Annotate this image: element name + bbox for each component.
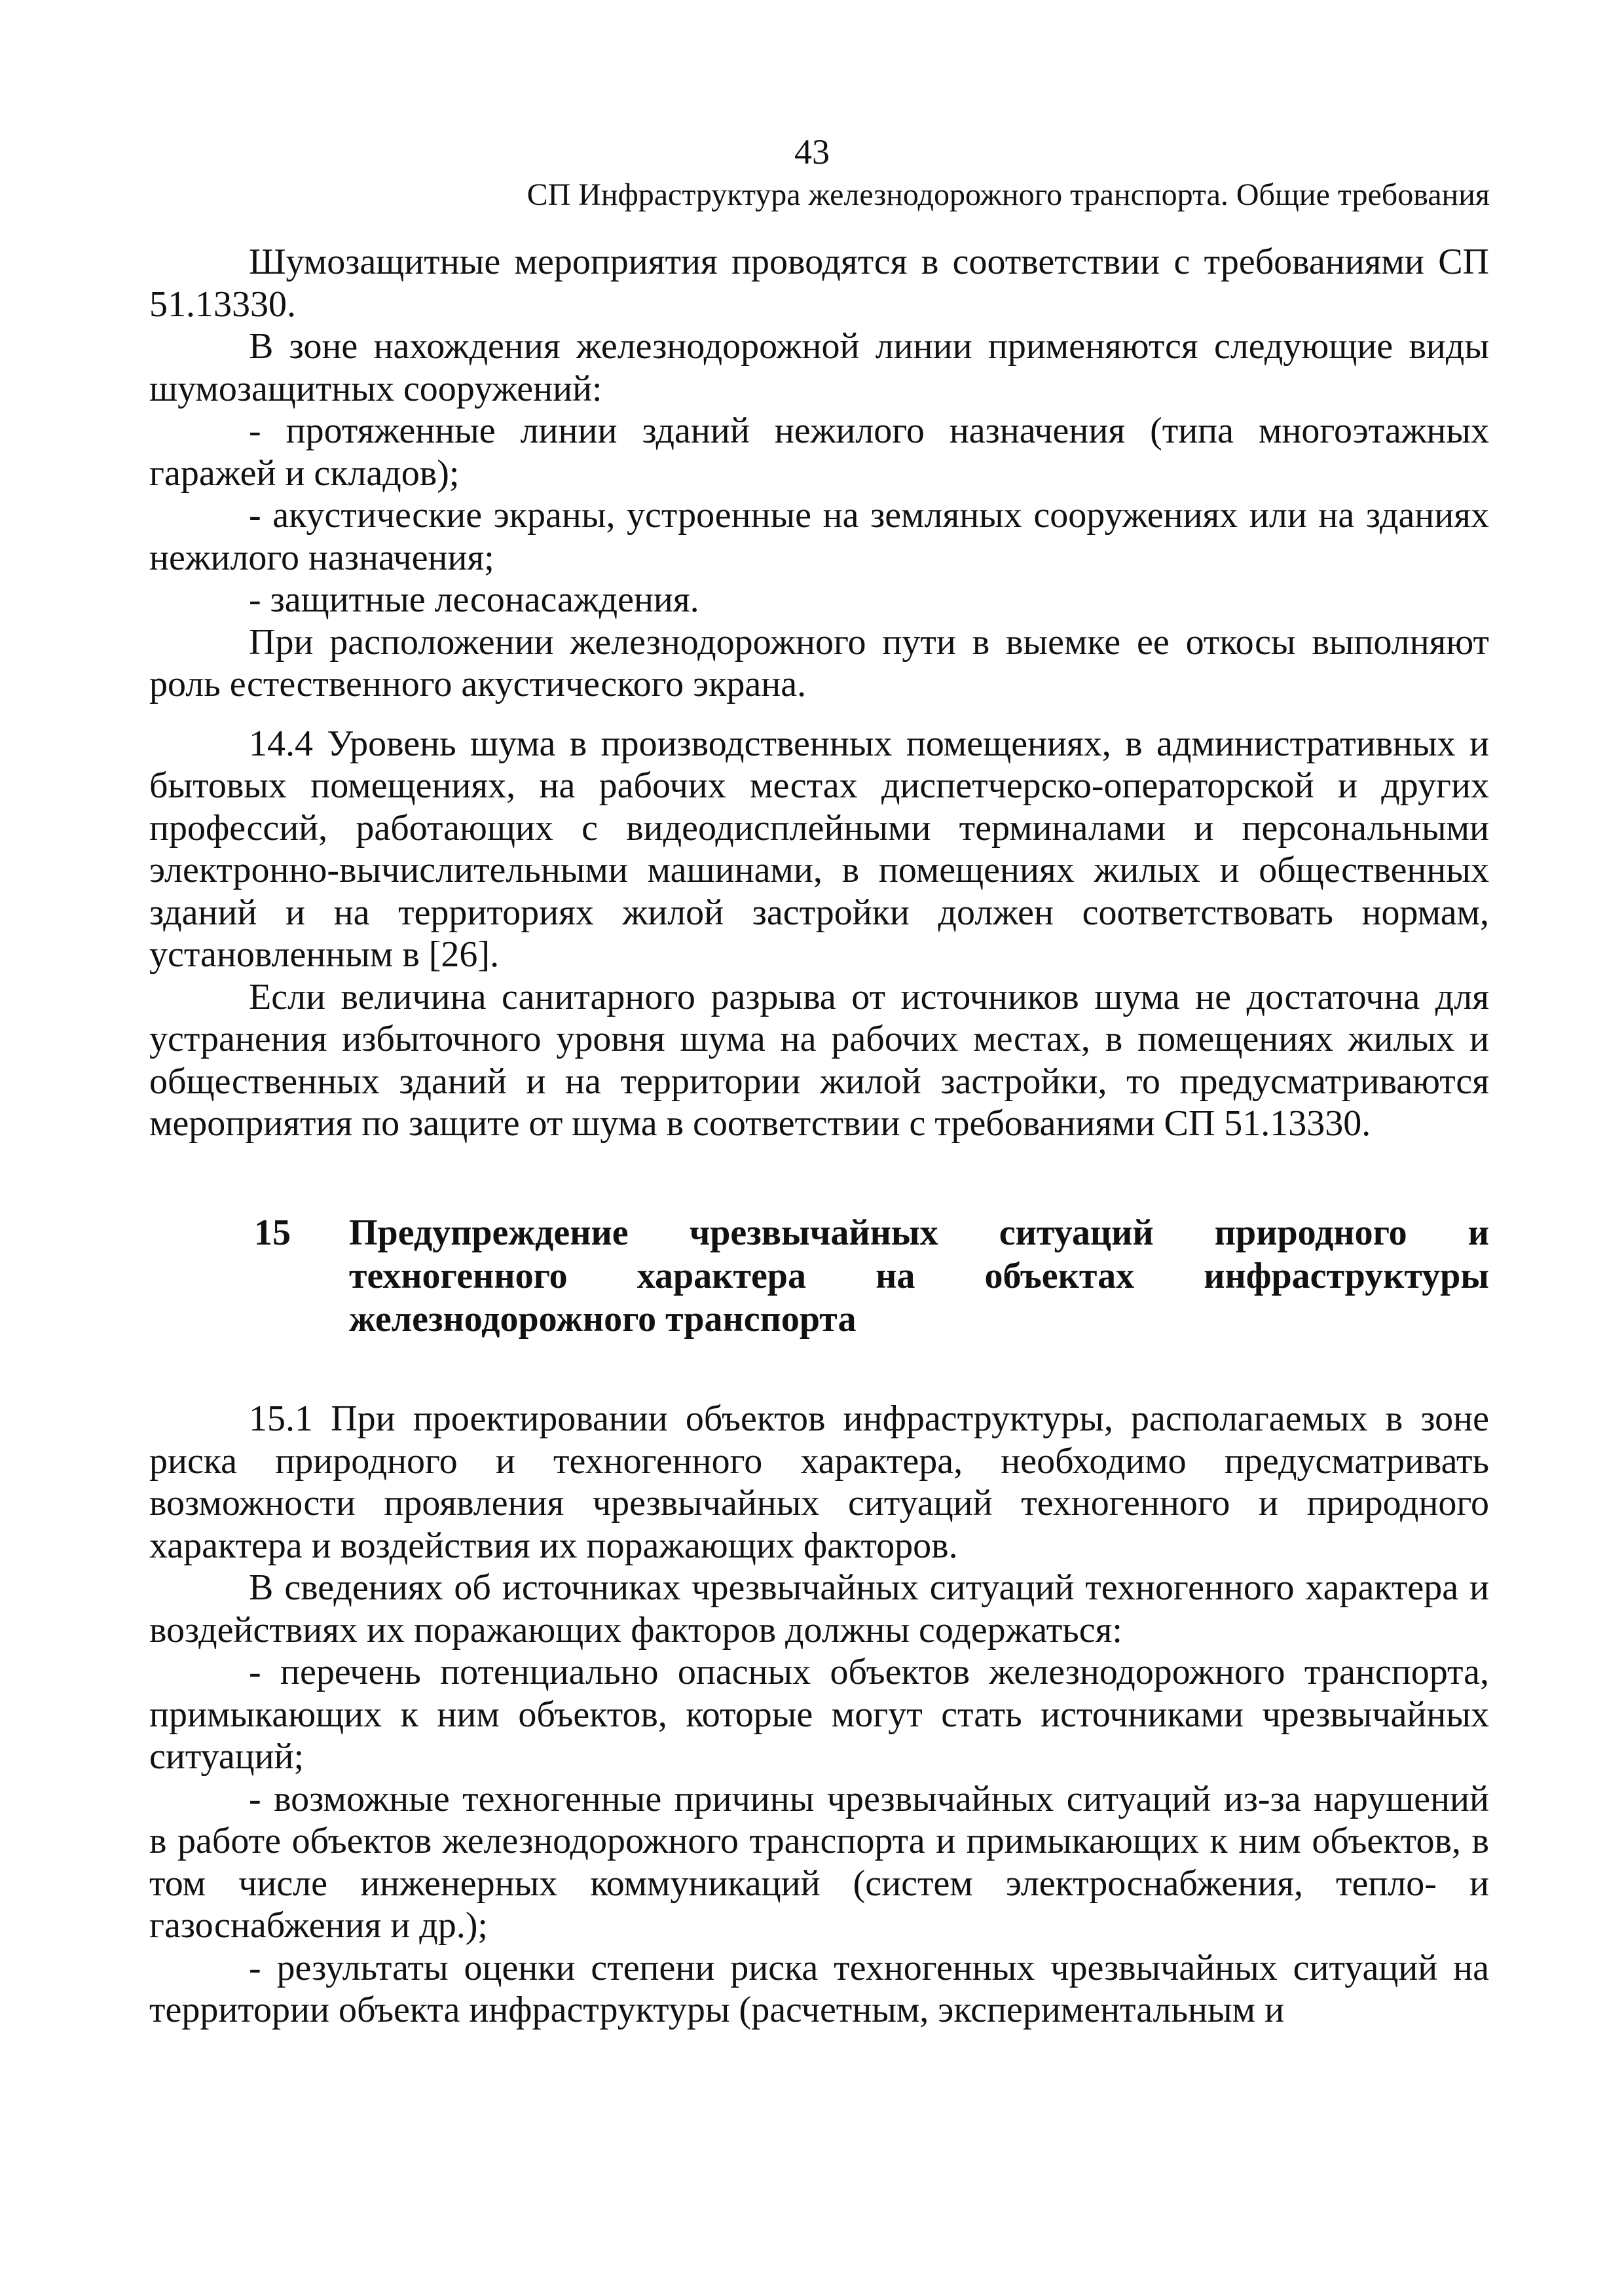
list-item: - протяженные линии зданий нежилого назначения (типа многоэтажных гаражей и складов);	[149, 410, 1489, 494]
list-item: - возможные техногенные причины чрезвычайных ситуаций из-за нарушений в работе объектов железнодорожного транспорта и примыкающих к ним объектов, в том числе инженерных коммуникаций (систем электроснабжения, тепло- и газоснабжения и др.);	[149, 1778, 1489, 1946]
paragraph: Шумозащитные мероприятия проводятся в соответствии с требованиями СП 51.13330.	[149, 242, 1489, 325]
list-item: - результаты оценки степени риска техногенных чрезвычайных ситуаций на территории объекта инфраструктуры (расчетным, экспериментальным и	[149, 1947, 1489, 2030]
section-14-text	[149, 241, 1489, 1145]
clause-14-4: 14.4 Уровень шума в производственных помещениях, в административных и бытовых помещениях, на рабочих местах диспетчерско-операторской и других профессий, работающих с видеодисплейными терминалами и персональными электронно-вычислительными машинами, в помещениях жилых и общественных зданий и на территориях жилой застройки должен соответствовать нормам, установленным в [26].	[149, 723, 1489, 975]
paragraph: В сведениях об источниках чрезвычайных ситуаций техногенного характера и воздействиях их поражающих факторов должны содержаться:	[149, 1567, 1489, 1650]
running-header: СП Инфраструктура железнодорожного транспорта. Общие требования	[526, 177, 1490, 212]
section-number: 15	[254, 1212, 291, 1253]
section-15-text	[149, 1398, 1489, 2032]
clause-15-1: 15.1 При проектировании объектов инфраструктуры, располагаемых в зоне риска природного и техногенного характера, необходимо предусматривать возможности проявления чрезвычайных ситуаций техногенного и природного характера и воздействия их поражающих факторов.	[149, 1398, 1489, 1566]
list-item: - защитные лесонасаждения.	[249, 579, 699, 620]
list-item: - акустические экраны, устроенные на земляных сооружениях или на зданиях нежилого назначения;	[149, 495, 1489, 578]
paragraph: В зоне нахождения железнодорожной линии применяются следующие виды шумозащитных сооружений:	[149, 326, 1489, 409]
paragraph: При расположении железнодорожного пути в выемке ее откосы выполняют роль естественного акустического экрана.	[149, 621, 1489, 704]
section-title: Предупреждение чрезвычайных ситуаций природного и техногенного характера на объектах инфраструктуры железнодорожного транспорта	[349, 1212, 1489, 1339]
paragraph: Если величина санитарного разрыва от источников шума не достаточна для устранения избыточного уровня шума на рабочих местах, в помещениях жилых и общественных зданий и на территории жилой застройки, то предусматриваются мероприятия по защите от шума в соответствии с требованиями СП 51.13330.	[149, 976, 1489, 1144]
section-15-heading	[149, 1211, 1489, 1341]
list-item: - перечень потенциально опасных объектов железнодорожного транспорта, примыкающих к ним объектов, которые могут стать источниками чрезвычайных ситуаций;	[149, 1652, 1489, 1777]
page-number: 43	[794, 132, 830, 172]
